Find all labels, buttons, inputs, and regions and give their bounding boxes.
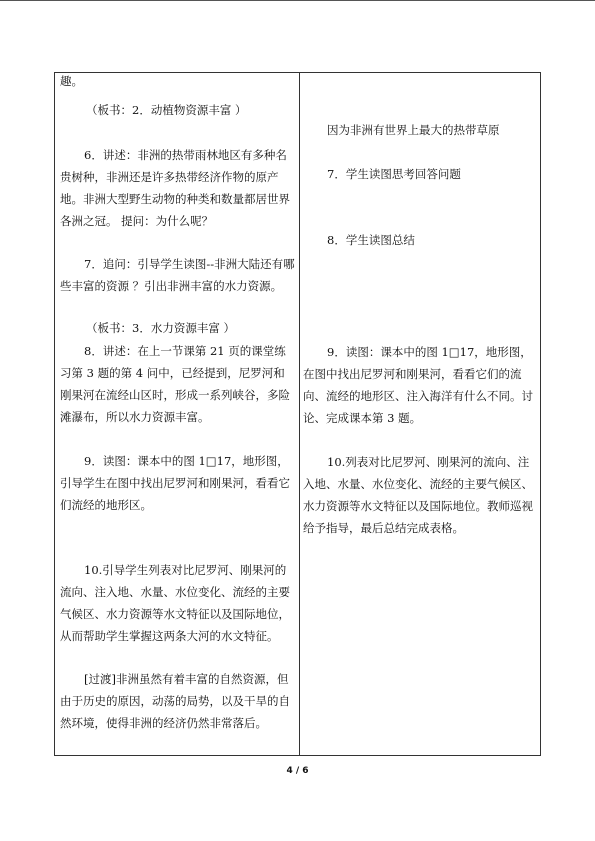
right-paragraph-3: 8．学生读图总结	[327, 233, 415, 247]
left-paragraph-7: 9．读图：课本中的图 1□17，地形图，引导学生在图中找出尼罗河和刚果河，看看它们流经的地形区。	[60, 454, 290, 512]
left-paragraph-3: 6．讲述：非洲的热带雨林地区有多种名贵树种，非洲还是许多热带经济作物的原产地。非洲大型野生动物的种类和数量都居世界各洲之冠。 提问：为什么呢？	[60, 148, 290, 228]
left-paragraph-4: 7．追问：引导学生读图--非洲大陆还有哪些丰富的资源 ？引出非洲丰富的水力资源。	[60, 257, 295, 293]
left-paragraph-1: 趣。	[60, 74, 83, 88]
student-activity-column	[300, 73, 542, 755]
lesson-table	[54, 72, 541, 756]
page-top-rule	[0, 0, 595, 1]
right-paragraph-5: 10.列表对比尼罗河、刚果河的流向、注入地、水量、水位变化、流经的主要气候区、水力资源等水文特征以及国际地位。教师巡视给予指导，最后总结完成表格。	[303, 455, 533, 535]
left-paragraph-2: （板书：2．动植物资源丰富 ）	[86, 103, 247, 117]
teacher-activity-column	[55, 73, 299, 755]
left-paragraph-8: 10.引导学生列表对比尼罗河、刚果河的流向、注入地、水量、水位变化、流经的主要气候区、水力资源等水文特征以及国际地位，从而帮助学生掌握这两条大河的水文特征。	[60, 563, 290, 643]
left-paragraph-9: [过渡]非洲虽然有着丰富的自然资源，但由于历史的原因，动荡的局势，以及干旱的自然环境，使得非洲的经济仍然非常落后。	[60, 672, 290, 730]
left-paragraph-6: 8．讲述：在上一节课第 21 页的课堂练习第 3 题的第 4 问中，已经提到，尼罗河和刚果河在流经山区时，形成一系列峡谷，多险滩瀑布，所以水力资源丰富。	[60, 344, 290, 424]
right-paragraph-2: 7．学生读图思考回答问题	[327, 167, 461, 181]
right-paragraph-4: 9．读图：课本中的图 1□17，地形图，在图中找出尼罗河和刚果河，看看它们的流向、流经的地形区、注入海洋有什么不同。讨论、完成课本第 3 题。	[303, 345, 533, 425]
left-paragraph-5: （板书：3．水力资源丰富 ）	[86, 321, 235, 335]
page-number: 4 / 6	[286, 766, 309, 776]
right-paragraph-1: 因为非洲有世界上最大的热带草原	[327, 123, 500, 137]
